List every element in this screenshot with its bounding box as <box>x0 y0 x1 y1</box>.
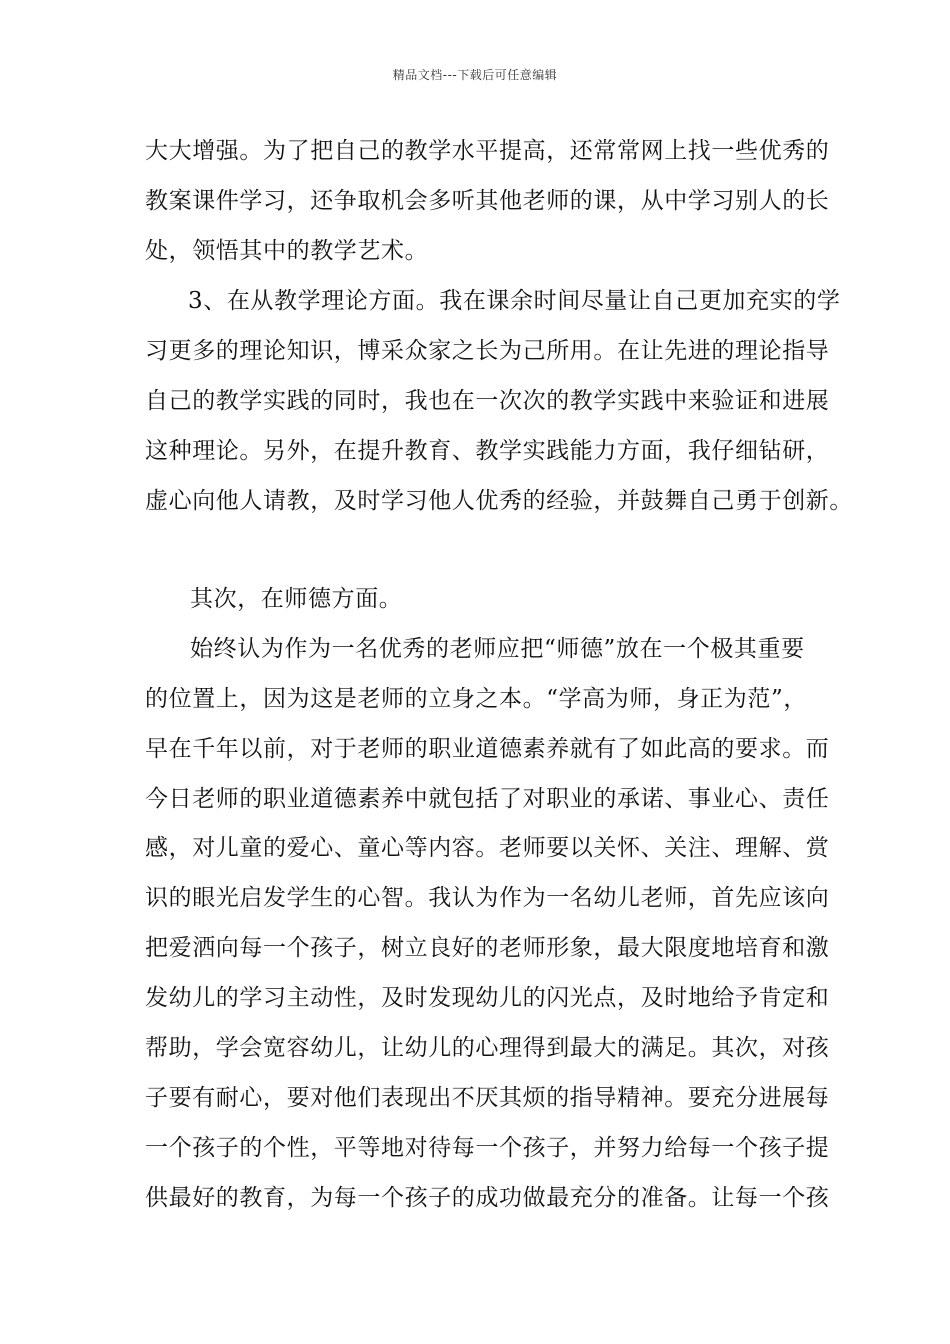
body-line: 帮助，学会宽容幼儿，让幼儿的心理得到最大的满足。其次，对孩 <box>145 1035 830 1061</box>
body-line: 子要有耐心，要对他们表现出不厌其烦的指导精神。要充分进展每 <box>145 1085 830 1111</box>
body-line: 感，对儿童的爱心、童心等内容。老师要以关怀、关注、理解、赏 <box>145 835 830 861</box>
body-line: 今日老师的职业道德素养中就包括了对职业的承诺、事业心、责任 <box>145 786 830 812</box>
body-line: 始终认为作为一名优秀的老师应把“师德”放在一个极其重要 <box>190 636 805 662</box>
body-line: 习更多的理论知识，博采众家之长为己所用。在让先进的理论指导 <box>145 338 830 364</box>
body-line: 虚心向他人请教，及时学习他人优秀的经验，并鼓舞自己勇于创新。 <box>145 488 853 514</box>
body-line: 识的眼光启发学生的心智。我认为作为一名幼儿老师，首先应该向 <box>145 885 830 911</box>
body-line: 教案课件学习，还争取机会多听其他老师的课，从中学习别人的长 <box>145 188 830 214</box>
page-header: 精品文档---下载后可任意编辑 <box>392 68 558 82</box>
body-line: 处，领悟其中的教学艺术。 <box>145 238 429 264</box>
body-line: 自己的教学实践的同时，我也在一次次的教学实践中来验证和进展 <box>145 388 830 414</box>
body-line: 把爱洒向每一个孩子，树立良好的老师形象，最大限度地培育和激 <box>145 935 830 961</box>
body-line: 一个孩子的个性，平等地对待每一个孩子，并努力给每一个孩子提 <box>145 1135 830 1161</box>
body-line: 大大增强。为了把自己的教学水平提高，还常常网上找一些优秀的 <box>145 138 830 164</box>
body-line: 供最好的教育，为每一个孩子的成功做最充分的准备。让每一个孩 <box>145 1185 830 1211</box>
section-heading: 其次，在师德方面。 <box>190 586 403 612</box>
body-line: 的位置上，因为这是老师的立身之本。“学高为师，身正为范”， <box>145 686 807 712</box>
body-line: 3、在从教学理论方面。我在课余时间尽量让自己更加充实的学 <box>188 288 841 314</box>
body-line: 早在千年以前，对于老师的职业道德素养就有了如此高的要求。而 <box>145 736 830 762</box>
body-line: 发幼儿的学习主动性，及时发现幼儿的闪光点，及时地给予肯定和 <box>145 985 830 1011</box>
body-line: 这种理论。另外，在提升教育、教学实践能力方面，我仔细钻研， <box>145 438 830 464</box>
